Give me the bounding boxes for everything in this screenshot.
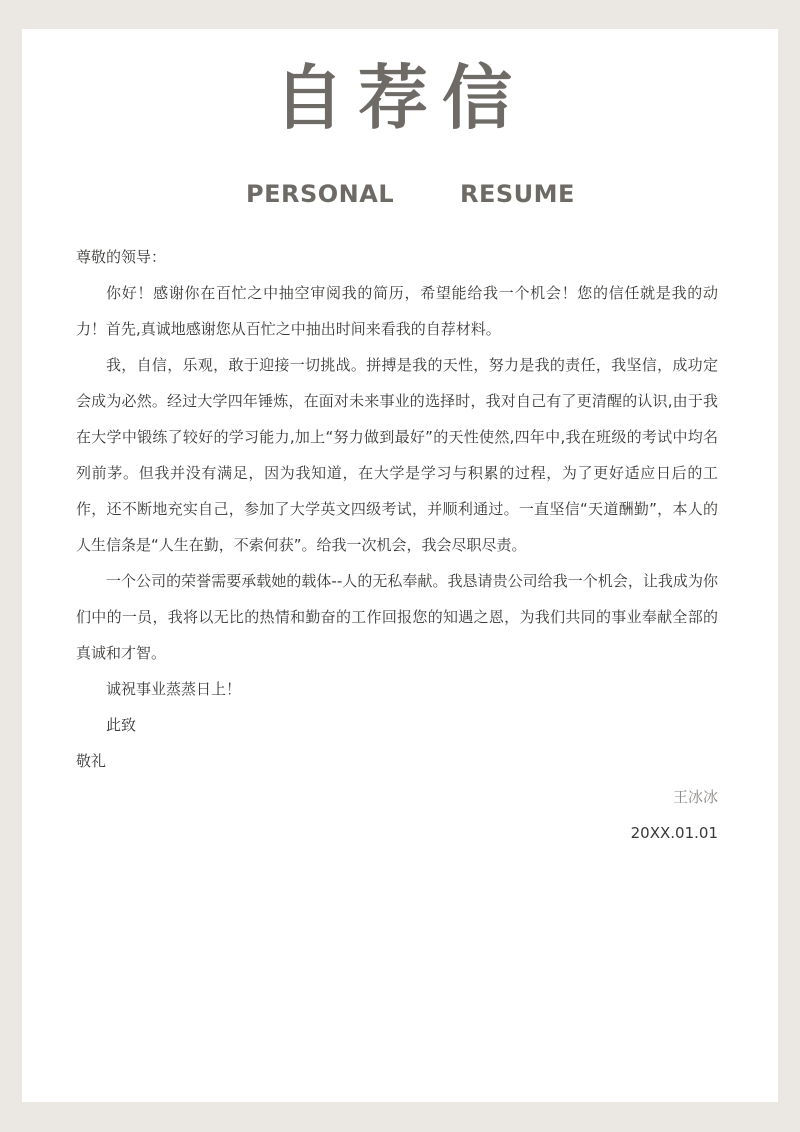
signature: 王冰冰 (672, 788, 718, 806)
document-page (22, 29, 778, 1102)
paragraph-intro: 你好！感谢你在百忙之中抽空审阅我的简历，希望能给我一个机会！您的信任就是我的动力！首先,真诚地感谢您从百忙之中抽出时间来看我的自荐材料。 (76, 284, 718, 338)
page-title: 自荐信 (274, 57, 526, 139)
wish-line: 诚祝事业蒸蒸日上！ (106, 680, 242, 698)
closing-line-1: 此致 (106, 716, 137, 734)
subtitle-resume: RESUME (460, 180, 575, 208)
letter-body (76, 239, 718, 851)
closing-line-2: 敬礼 (76, 752, 107, 770)
paragraph-request: 一个公司的荣誉需要承载她的载体--人的无私奉献。我恳请贵公司给我一个机会，让我成为你们中的一员，我将以无比的热情和勤奋的工作回报您的知遇之恩，为我们共同的事业奉献全部的真诚和才智。 (76, 572, 718, 662)
paragraph-self-description: 我，自信，乐观，敢于迎接一切挑战。拼搏是我的天性，努力是我的责任，我坚信，成功定会成为必然。经过大学四年锤炼，在面对未来事业的选择时，我对自己有了更清醒的认识,由于我在大学中锻练了较好的学习能力,加上“努力做到最好”的天性使然,四年中,我在班级的考试中均名列前茅。但我并没有满足，因为我知道，在大学是学习与积累的过程，为了更好适应日后的工作，还不断地充实自己，参加了大学英文四级考试，并顺利通过。一直坚信“天道酬勤”，本人的人生信条是“人生在勤，不索何获”。给我一次机会，我会尽职尽责。 (76, 356, 718, 554)
date: 20XX.01.01 (630, 824, 718, 842)
salutation: 尊敬的领导： (76, 248, 167, 266)
subtitle-personal: PERSONAL (246, 180, 395, 208)
